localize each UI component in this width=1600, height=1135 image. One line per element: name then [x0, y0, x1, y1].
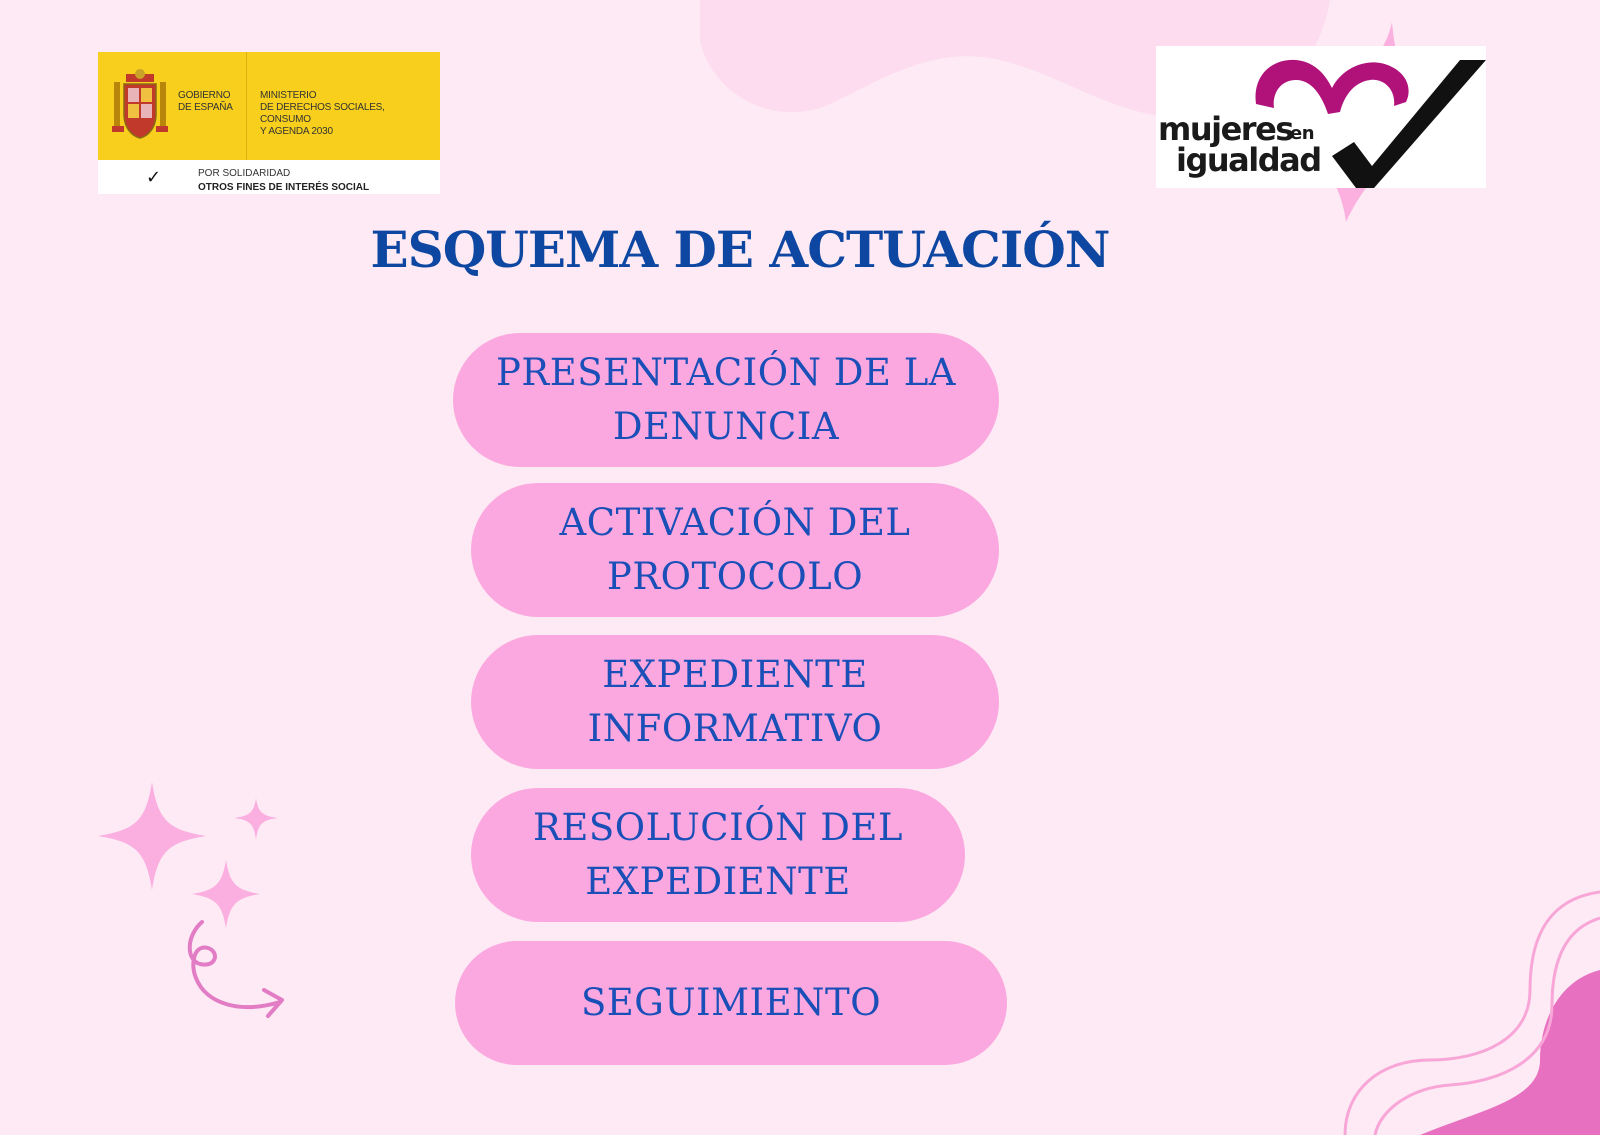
step-expediente-informativo	[471, 635, 999, 769]
curly-arrow-icon	[190, 922, 280, 1007]
step-activacion-protocolo	[471, 483, 999, 617]
government-name: GOBIERNO DE ESPAÑA	[178, 90, 233, 113]
logo-divider	[246, 52, 247, 160]
step-label: PRESENTACIÓN DE LA DENUNCIA	[496, 351, 956, 448]
sparkle-icon	[98, 782, 206, 890]
logo-word-mujeres: mujeres	[1158, 110, 1293, 148]
sparkle-icon	[234, 798, 278, 840]
coat-of-arms-icon	[110, 68, 170, 142]
step-label: ACTIVACIÓN DEL PROTOCOLO	[559, 501, 911, 598]
step-label: RESOLUCIÓN DEL EXPEDIENTE	[533, 806, 903, 903]
mujeres-en-igualdad-logo	[1156, 46, 1486, 188]
step-label: SEGUIMIENTO	[580, 981, 882, 1024]
ministry-name: MINISTERIO DE DERECHOS SOCIALES, CONSUMO Y AGENDA 2030	[260, 90, 385, 137]
government-logo-banner	[98, 52, 440, 160]
page-title: ESQUEMA DE ACTUACIÓN	[370, 220, 1110, 279]
solidarity-text: POR SOLIDARIDAD	[198, 168, 291, 179]
check-icon: ✓	[146, 167, 162, 188]
social-interest-text: OTROS FINES DE INTERÉS SOCIAL	[198, 182, 370, 193]
step-label: EXPEDIENTE INFORMATIVO	[587, 653, 883, 750]
step-presentacion-denuncia	[453, 333, 999, 467]
wave-blob	[1420, 970, 1600, 1135]
logo-word-en: en	[1290, 123, 1315, 144]
sparkle-icon	[192, 860, 260, 928]
step-resolucion-expediente	[471, 788, 965, 922]
step-seguimiento	[455, 941, 1007, 1065]
government-logo	[98, 52, 440, 194]
logo-word-igualdad: igualdad	[1176, 141, 1321, 179]
